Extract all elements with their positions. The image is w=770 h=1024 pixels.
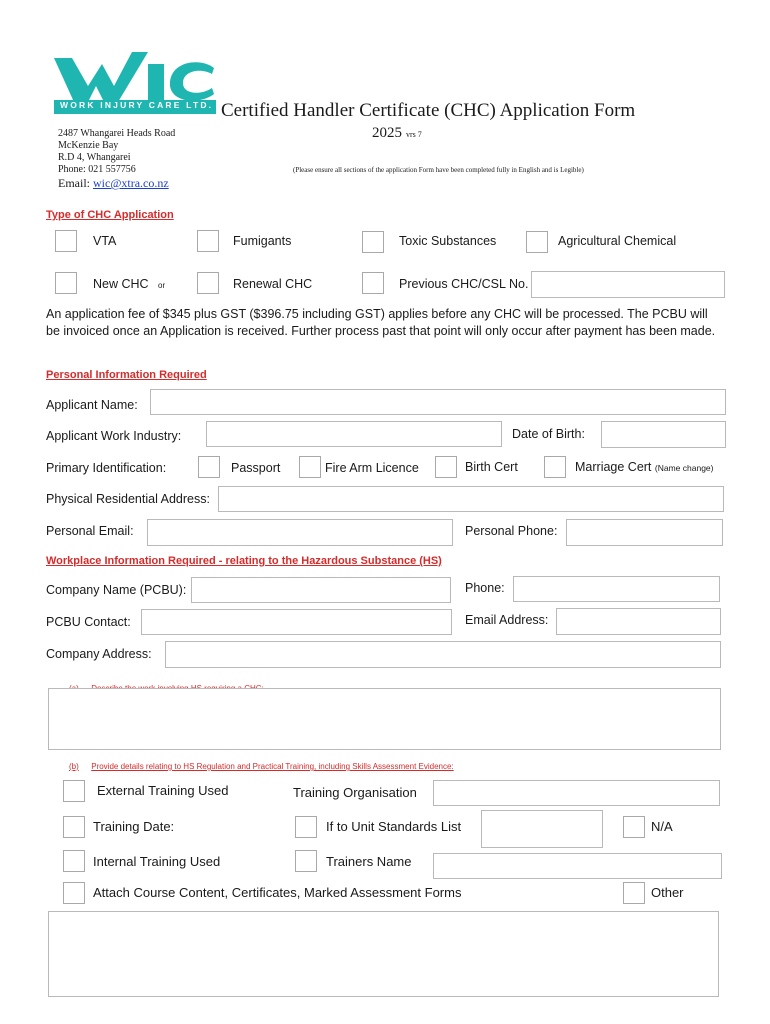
company-phone-label: Phone: <box>465 581 505 595</box>
renewal-chc-checkbox[interactable] <box>197 272 219 294</box>
other-checkbox[interactable] <box>623 882 645 904</box>
other-label: Other <box>651 885 684 900</box>
toxic-substances-checkbox[interactable] <box>362 231 384 253</box>
company-name-field[interactable] <box>191 577 451 603</box>
logo-text: WORK INJURY CARE LTD. <box>60 100 214 110</box>
pcbu-contact-field[interactable] <box>141 609 452 635</box>
email-label: Email: <box>58 176 90 190</box>
work-industry-field[interactable] <box>206 421 502 447</box>
residential-address-label: Physical Residential Address: <box>46 492 210 506</box>
external-training-checkbox[interactable] <box>63 780 85 802</box>
applicant-name-label: Applicant Name: <box>46 398 138 412</box>
fumigants-checkbox[interactable] <box>197 230 219 252</box>
previous-chc-checkbox[interactable] <box>362 272 384 294</box>
address-line: R.D 4, Whangarei <box>58 152 131 163</box>
email-link[interactable]: wic@xtra.co.nz <box>93 176 169 190</box>
new-chc-checkbox[interactable] <box>55 272 77 294</box>
residential-address-field[interactable] <box>218 486 724 512</box>
attach-course-label: Attach Course Content, Certificates, Marked Assessment Forms <box>93 885 462 900</box>
personal-email-field[interactable] <box>147 519 453 546</box>
company-address-field[interactable] <box>165 641 721 668</box>
training-organisation-field[interactable] <box>433 780 720 806</box>
fee-paragraph: An application fee of $345 plus GST ($396.75 including GST) applies before any CHC will be processed. The PCBU will be invoiced once an Application is received. Further process past that point will only occur after payment has been made. <box>46 307 716 338</box>
item-marker-b: (b) <box>69 762 79 771</box>
attach-course-checkbox[interactable] <box>63 882 85 904</box>
company-logo <box>52 44 218 116</box>
address-line: McKenzie Bay <box>58 140 119 151</box>
training-details-text: Provide details relating to HS Regulation and Practical Training, including Skills Assessment Evidence: <box>91 762 454 771</box>
address-line: Phone: 021 557756 <box>58 164 136 175</box>
internal-training-label: Internal Training Used <box>93 854 221 869</box>
previous-chc-number-field[interactable] <box>531 271 725 298</box>
type-heading: Type of CHC Application <box>46 209 174 221</box>
unit-standards-field[interactable] <box>481 810 603 848</box>
unit-standards-label: If to Unit Standards List <box>326 819 462 834</box>
marriage-cert-label <box>575 460 714 474</box>
or-text: or <box>158 281 166 290</box>
na-label: N/A <box>651 819 673 834</box>
marriage-cert-text: Marriage Cert <box>575 460 652 474</box>
work-industry-label: Applicant Work Industry: <box>46 429 182 443</box>
training-details-prompt <box>69 756 454 774</box>
pcbu-contact-label: PCBU Contact: <box>46 615 131 629</box>
vta-checkbox[interactable] <box>55 230 77 252</box>
version-text: vrs 7 <box>406 130 422 139</box>
personal-phone-label: Personal Phone: <box>465 524 558 538</box>
trainers-name-checkbox[interactable] <box>295 850 317 872</box>
renewal-chc-label: Renewal CHC <box>233 277 313 291</box>
firearm-checkbox[interactable] <box>299 456 321 478</box>
name-change-text: (Name change) <box>654 463 714 473</box>
year-text: 2025 <box>372 125 402 141</box>
training-date-checkbox[interactable] <box>63 816 85 838</box>
form-year <box>372 124 422 142</box>
new-chc-label <box>93 277 165 291</box>
work-description-field[interactable] <box>48 688 721 750</box>
toxic-substances-label: Toxic Substances <box>399 234 497 248</box>
company-address <box>58 128 175 176</box>
unit-standards-checkbox[interactable] <box>295 816 317 838</box>
company-email-label: Email Address: <box>465 613 549 627</box>
dob-label: Date of Birth: <box>512 427 585 441</box>
fumigants-label: Fumigants <box>233 234 292 248</box>
external-training-label: External Training Used <box>97 783 229 798</box>
agricultural-chemical-checkbox[interactable] <box>526 231 548 253</box>
marriage-cert-checkbox[interactable] <box>544 456 566 478</box>
training-organisation-label: Training Organisation <box>293 785 417 800</box>
passport-label: Passport <box>231 461 281 475</box>
previous-chc-label: Previous CHC/CSL No. <box>399 277 529 291</box>
company-email-field[interactable] <box>556 608 721 635</box>
company-address-label: Company Address: <box>46 647 152 661</box>
personal-phone-field[interactable] <box>566 519 723 546</box>
new-chc-text: New CHC <box>93 277 149 291</box>
company-phone-field[interactable] <box>513 576 720 602</box>
firearm-label: Fire Arm Licence <box>325 461 419 475</box>
agricultural-chemical-label: Agricultural Chemical <box>558 234 677 248</box>
birth-cert-label: Birth Cert <box>465 460 518 474</box>
address-line: 2487 Whangarei Heads Road <box>58 128 176 139</box>
personal-heading: Personal Information Required <box>46 369 207 381</box>
na-checkbox[interactable] <box>623 816 645 838</box>
trainers-name-field[interactable] <box>433 853 722 879</box>
passport-checkbox[interactable] <box>198 456 220 478</box>
personal-email-label: Personal Email: <box>46 524 134 538</box>
vta-label: VTA <box>93 234 117 248</box>
training-details-field[interactable] <box>48 911 719 997</box>
birth-cert-checkbox[interactable] <box>435 456 457 478</box>
workplace-heading: Workplace Information Required - relating to the Hazardous Substance (HS) <box>46 555 442 567</box>
form-note: (Please ensure all sections of the application Form have been completed fully in English and is Legible) <box>293 166 584 174</box>
company-name-label: Company Name (PCBU): <box>46 583 187 597</box>
applicant-name-field[interactable] <box>150 389 726 415</box>
primary-id-label: Primary Identification: <box>46 461 167 475</box>
trainers-name-label: Trainers Name <box>326 854 412 869</box>
training-date-label: Training Date: <box>93 819 175 834</box>
form-title: Certified Handler Certificate (CHC) Application Form <box>221 100 636 121</box>
dob-field[interactable] <box>601 421 726 448</box>
internal-training-checkbox[interactable] <box>63 850 85 872</box>
company-email <box>58 176 169 191</box>
